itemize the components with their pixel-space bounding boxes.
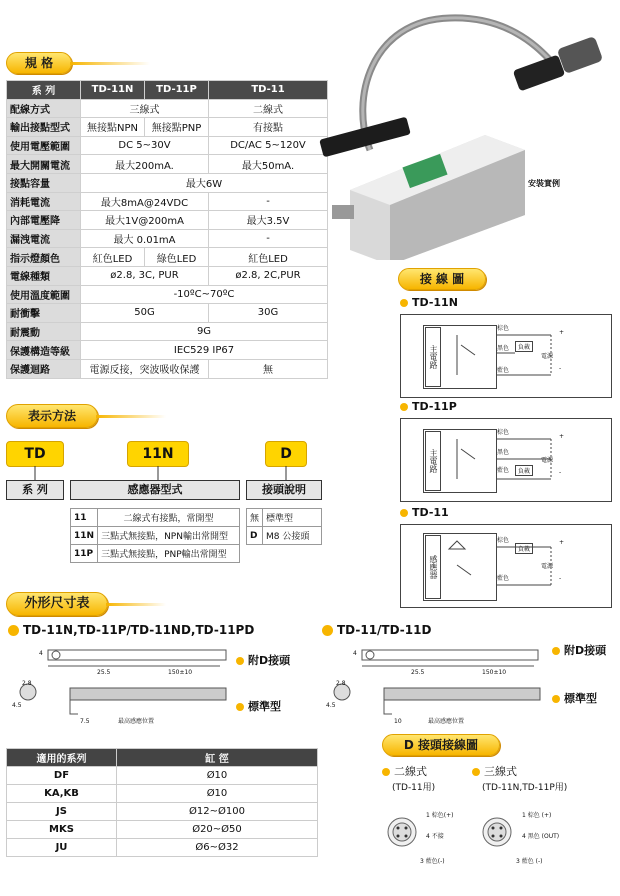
bore-table <box>6 748 318 857</box>
d-two-connector-icon <box>380 810 430 860</box>
spec-cell: 紅色LED <box>81 248 145 267</box>
bore-series: MKS <box>7 821 117 839</box>
spec-cell: 最大6W <box>81 173 328 192</box>
bore-size: Ø10 <box>117 767 318 785</box>
spec-label: 使用溫度範圍 <box>7 285 81 304</box>
spec-cell: 二線式 <box>209 99 328 118</box>
minus-label: - <box>559 365 562 372</box>
spec-header: TD-11P <box>145 81 209 100</box>
sense-pos-label: 最高感應位置 <box>118 718 155 725</box>
bore-header: 缸 徑 <box>117 749 318 767</box>
spec-label: 使用電壓範圍 <box>7 136 81 155</box>
spec-cell: 三線式 <box>81 99 209 118</box>
product-photo <box>310 0 620 260</box>
spec-label: 配線方式 <box>7 99 81 118</box>
spec-cell: 有接點 <box>209 118 328 137</box>
section-title-notation: 表示方法 <box>6 404 98 428</box>
sense-pos-label: 最高感應位置 <box>428 718 465 725</box>
with-d-label: 附D接頭 <box>236 652 290 668</box>
spec-cell: 30G <box>209 304 328 323</box>
spec-cell: 最大1V@200mA <box>81 211 209 230</box>
power-label: 電源 <box>541 353 554 360</box>
type-code: 11P <box>71 545 98 563</box>
main-circuit-label: 主電路 <box>425 327 441 387</box>
spec-cell: 紅色LED <box>209 248 328 267</box>
load-box: 負載 <box>515 543 533 554</box>
spec-cell: - <box>209 192 328 211</box>
reed-label: 感應器 <box>425 535 441 599</box>
type-desc: 二線式有接點，常開型 <box>98 509 240 527</box>
spec-cell: 9G <box>81 322 328 341</box>
pin-label: 1 棕色(+) <box>426 812 454 819</box>
spec-label: 耐衝擊 <box>7 304 81 323</box>
bore-series: DF <box>7 767 117 785</box>
section-rule <box>96 415 166 418</box>
conn-desc: M8 公接頭 <box>263 527 322 545</box>
spec-label: 內部電壓降 <box>7 211 81 230</box>
dim-value: 150±10 <box>482 669 507 676</box>
code-type: 11N <box>127 441 189 467</box>
plus-label: + <box>559 433 565 440</box>
spec-cell: 無 <box>209 359 328 378</box>
dim-value: 2.8 <box>336 680 346 687</box>
bore-series: JS <box>7 803 117 821</box>
standard-label: 標準型 <box>552 690 597 706</box>
wire-blue-label: 藍色 <box>497 467 510 474</box>
spec-cell: DC/AC 5~120V <box>209 136 328 155</box>
spec-label: 消耗電流 <box>7 192 81 211</box>
spec-label: 耐震動 <box>7 322 81 341</box>
type-desc: 三點式無接點，PNP輸出常開型 <box>98 545 240 563</box>
main-circuit-label: 主電路 <box>425 431 441 491</box>
dim-value: 25.5 <box>97 669 111 676</box>
spec-label: 最大開關電流 <box>7 155 81 174</box>
dims-left-title: TD-11N,TD-11P/TD-11ND,TD-11PD <box>8 623 254 637</box>
notation-connectors <box>0 466 330 482</box>
dim-value: 4.5 <box>326 702 336 709</box>
bore-size: Ø10 <box>117 785 318 803</box>
spec-label: 漏洩電流 <box>7 229 81 248</box>
spec-label: 保護構造等級 <box>7 341 81 360</box>
standard-label: 標準型 <box>236 698 281 714</box>
conn-desc: 標準型 <box>263 509 322 527</box>
power-label: 電源 <box>541 457 554 464</box>
wire-brown-label: 棕色 <box>497 537 510 544</box>
pin-label: 3 藍色 (-) <box>516 858 543 865</box>
d-two-title: 二線式 <box>382 763 427 779</box>
dim-value: 25.5 <box>411 669 425 676</box>
spec-cell: -10ºC~70ºC <box>81 285 328 304</box>
pin-label: 1 棕色 (+) <box>522 812 552 819</box>
label-type: 感應器型式 <box>70 480 240 500</box>
d-three-connector-icon <box>475 810 525 860</box>
bore-header: 適用的系列 <box>7 749 117 767</box>
code-connector: D <box>265 441 307 467</box>
conn-code: 無 <box>247 509 263 527</box>
spec-cell: 最大8mA@24VDC <box>81 192 209 211</box>
spec-cell: ø2.8, 3C, PUR <box>81 266 209 285</box>
dim-value: 4 <box>353 650 357 657</box>
spec-header: 系 列 <box>7 81 81 100</box>
with-d-label: 附D接頭 <box>552 642 606 658</box>
spec-label: 輸出接點型式 <box>7 118 81 137</box>
spec-cell: 50G <box>81 304 209 323</box>
section-title-dims: 外形尺寸表 <box>6 592 108 616</box>
section-title-wiring: 接 線 圖 <box>398 268 486 290</box>
d-three-title: 三線式 <box>472 763 517 779</box>
wiring-lines <box>401 525 613 609</box>
dim-value: 7.5 <box>80 718 90 725</box>
wire-black-label: 黑色 <box>497 449 510 456</box>
wiring-diagram-td11 <box>400 524 612 608</box>
spec-cell: 無接點NPN <box>81 118 145 137</box>
type-code: 11N <box>71 527 98 545</box>
section-rule <box>106 603 166 606</box>
spec-cell: 最大50mA. <box>209 155 328 174</box>
minus-label: - <box>559 469 562 476</box>
photo-caption: 安裝實例 <box>528 179 560 188</box>
wire-blue-label: 藍色 <box>497 575 510 582</box>
code-series: TD <box>6 441 64 467</box>
spec-cell: ø2.8, 2C,PUR <box>209 266 328 285</box>
wiring-lines <box>401 419 613 503</box>
bore-size: Ø12~Ø100 <box>117 803 318 821</box>
dims-right-title: TD-11/TD-11D <box>322 623 431 637</box>
type-code: 11 <box>71 509 98 527</box>
wiring-title: TD-11P <box>400 400 457 413</box>
plus-label: + <box>559 539 565 546</box>
connector-table <box>246 508 322 545</box>
type-table <box>70 508 240 563</box>
dim-value: 2.8 <box>22 680 32 687</box>
spec-cell: DC 5~30V <box>81 136 209 155</box>
wire-brown-label: 棕色 <box>497 325 510 332</box>
bore-size: Ø20~Ø50 <box>117 821 318 839</box>
spec-header: TD-11 <box>209 81 328 100</box>
spec-header: TD-11N <box>81 81 145 100</box>
load-box: 負載 <box>515 341 533 352</box>
bore-series: JU <box>7 839 117 857</box>
wiring-lines <box>401 315 613 399</box>
section-title-d-conn: D 接頭接線圖 <box>382 734 500 756</box>
spec-cell: - <box>209 229 328 248</box>
spec-table <box>6 80 328 379</box>
dim-value: 150±10 <box>168 669 193 676</box>
spec-cell: IEC529 IP67 <box>81 341 328 360</box>
plus-label: + <box>559 329 565 336</box>
d-two-sub: (TD-11用) <box>392 783 436 793</box>
spec-label: 保護迴路 <box>7 359 81 378</box>
wiring-diagram-td11n <box>400 314 612 398</box>
dim-value: 10 <box>394 718 402 725</box>
spec-cell: 無接點PNP <box>145 118 209 137</box>
type-desc: 三點式無接點，NPN輸出常開型 <box>98 527 240 545</box>
spec-cell: 綠色LED <box>145 248 209 267</box>
wiring-title: TD-11 <box>400 506 449 519</box>
spec-label: 電線種類 <box>7 266 81 285</box>
wire-brown-label: 棕色 <box>497 429 510 436</box>
spec-cell: 最大200mA. <box>81 155 209 174</box>
label-connector: 接頭說明 <box>246 480 322 500</box>
power-label: 電源 <box>541 563 554 570</box>
wire-black-label: 黑色 <box>497 345 510 352</box>
wire-blue-label: 藍色 <box>497 367 510 374</box>
conn-code: D <box>247 527 263 545</box>
section-rule <box>70 62 150 65</box>
d-three-sub: (TD-11N,TD-11P用) <box>482 783 568 793</box>
dim-value: 4 <box>39 650 43 657</box>
load-box: 負載 <box>515 465 533 476</box>
pin-label: 3 藍色(-) <box>420 858 445 865</box>
label-series: 系 列 <box>6 480 64 500</box>
spec-cell: 最大 0.01mA <box>81 229 209 248</box>
dim-value: 4.5 <box>12 702 22 709</box>
wiring-title: TD-11N <box>400 296 458 309</box>
spec-label: 指示燈顏色 <box>7 248 81 267</box>
spec-cell: 最大3.5V <box>209 211 328 230</box>
bore-size: Ø6~Ø32 <box>117 839 318 857</box>
bore-series: KA,KB <box>7 785 117 803</box>
pin-label: 4 黑色 (OUT) <box>522 833 560 840</box>
spec-label: 接點容量 <box>7 173 81 192</box>
minus-label: - <box>559 575 562 582</box>
wiring-diagram-td11p <box>400 418 612 502</box>
spec-cell: 電源反接，突波吸收保護 <box>81 359 209 378</box>
section-title-specs: 規 格 <box>6 52 72 74</box>
pin-label: 4 不接 <box>426 833 444 840</box>
